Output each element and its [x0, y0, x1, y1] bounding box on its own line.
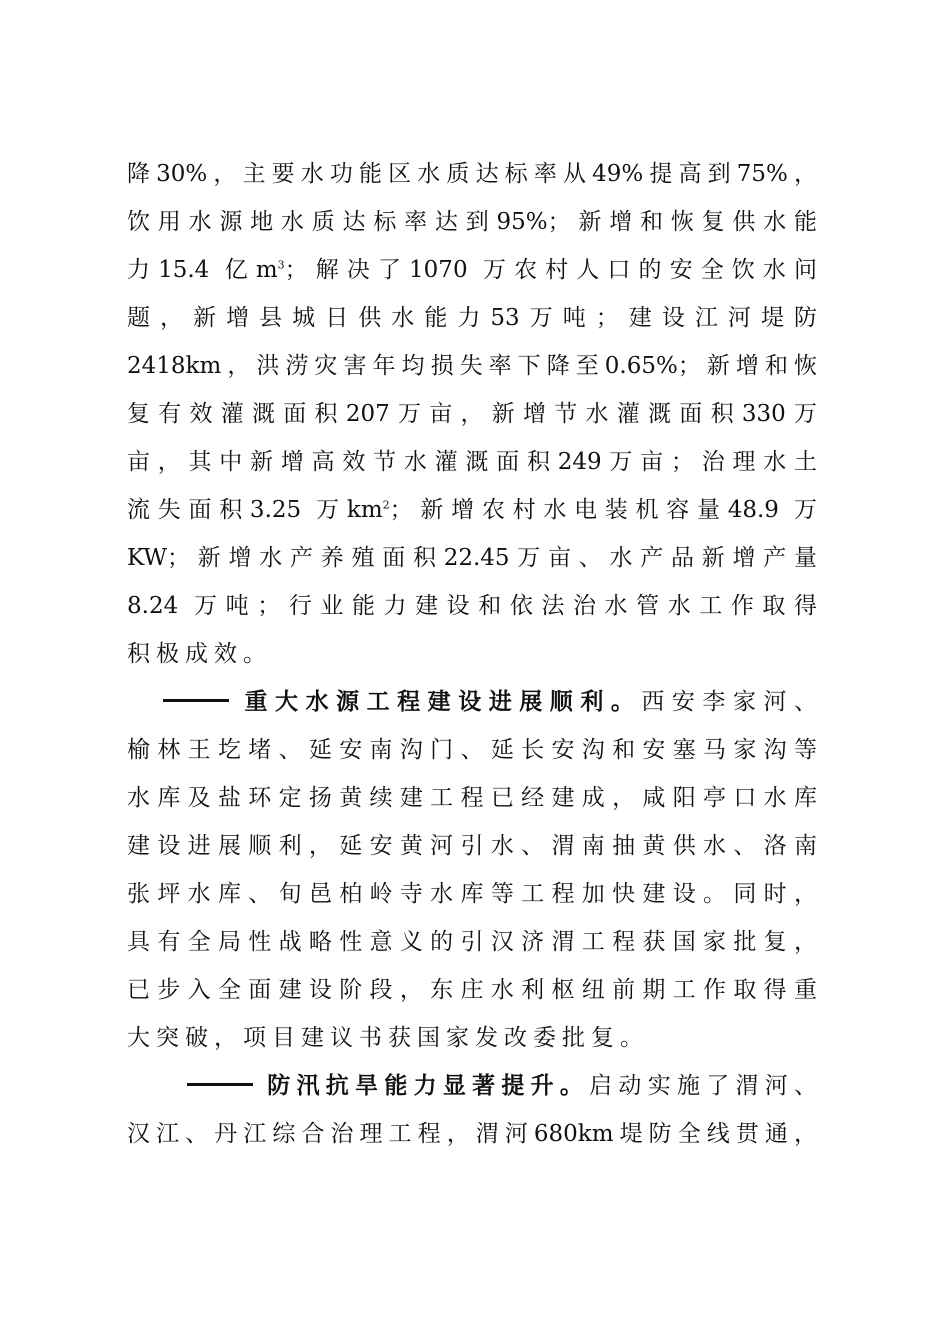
text-segment: 西安李家河、 — [641, 689, 818, 715]
text-line: 8.24 万吨；行业能力建设和依法治水管水工作取得 — [127, 593, 817, 619]
text-line: 张坪水库、旬邑柏岭寺水库等工程加快建设。同时， — [127, 881, 817, 907]
text-line: 积极成效。 — [127, 641, 272, 667]
text-segment: 力15.4 亿m — [127, 257, 278, 283]
text-line: 具有全局性战略性意义的引汉济渭工程获国家批复， — [127, 929, 817, 955]
em-dash-mark — [163, 699, 229, 702]
text-segment: ；新增农村水电装机容量48.9 万 — [389, 497, 817, 523]
text-line: 降30%，主要水功能区水质达标率从49%提高到75%， — [127, 161, 817, 187]
text-line: 复有效灌溉面积207万亩，新增节水灌溉面积330万 — [127, 401, 817, 427]
text-line: 大突破，项目建议书获国家发改委批复。 — [127, 1025, 649, 1051]
section-heading: 防汛抗旱能力显著提升。 — [261, 1072, 590, 1099]
section-heading: 重大水源工程建设进展顺利。 — [237, 688, 642, 715]
text-segment: 启动实施了渭河、 — [589, 1073, 818, 1099]
superscript: 2 — [382, 498, 390, 512]
text-line: 榆林王圪堵、延安南沟门、延长安沟和安塞马家沟等 — [127, 737, 817, 763]
text-line: 题，新增县城日供水能力53万吨；建设江河堤防 — [127, 305, 817, 331]
em-dash-mark — [187, 1083, 253, 1086]
paragraph-heading-line — [127, 682, 817, 722]
text-line: 2418km，洪涝灾害年均损失率下降至0.65%；新增和恢 — [127, 353, 817, 379]
text-segment: ；解决了1070 万农村人口的安全饮水问 — [284, 257, 817, 283]
text-line: 亩，其中新增高效节水灌溉面积249万亩；治理水土 — [127, 449, 817, 475]
text-line: KW；新增水产养殖面积22.45万亩、水产品新增产量 — [127, 545, 817, 571]
text-line: 饮用水源地水质达标率达到95%；新增和恢复供水能 — [127, 209, 817, 235]
text-line: 已步入全面建设阶段，东庄水利枢纽前期工作取得重 — [127, 977, 817, 1003]
text-segment: 流失面积3.25 万km — [127, 497, 383, 523]
text-line — [127, 490, 817, 530]
superscript: 3 — [277, 258, 285, 272]
text-line: 水库及盐环定扬黄续建工程已经建成，咸阳亭口水库 — [127, 785, 817, 811]
paragraph-heading-line — [127, 1066, 817, 1106]
text-line: 汉江、丹江综合治理工程，渭河680km堤防全线贯通， — [127, 1121, 817, 1147]
text-line: 建设进展顺利，延安黄河引水、渭南抽黄供水、洛南 — [127, 833, 817, 859]
text-line — [127, 250, 817, 290]
